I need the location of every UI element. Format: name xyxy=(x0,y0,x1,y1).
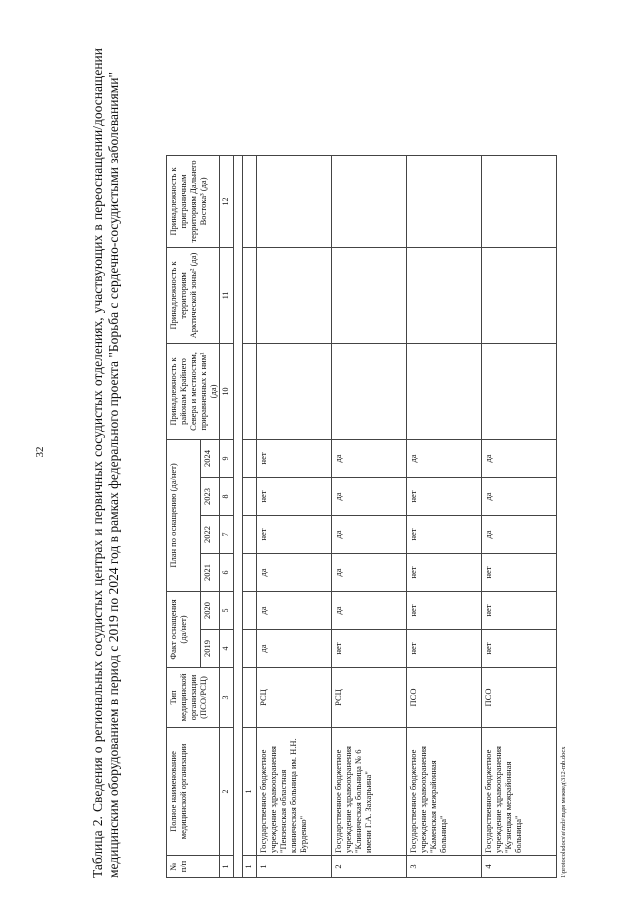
year-value: нет xyxy=(482,591,557,629)
table-row xyxy=(482,155,557,877)
data-table xyxy=(166,155,557,878)
year-value: да xyxy=(482,477,557,515)
organization-name: Государственное бюджетное учреждение здравоохранения "Кузнецкая межрайонная больница" xyxy=(482,728,557,856)
year-value: да xyxy=(482,515,557,553)
arctic-value xyxy=(332,247,407,343)
year-value: да xyxy=(332,477,407,515)
column-number: 9 xyxy=(220,439,234,477)
year-value: нет xyxy=(332,630,407,668)
header-north: Принадлежность к районам Крайнего Севера и местностям, приравненных к ним¹ (да) xyxy=(167,343,220,439)
footer-note: 1\protocolsdocs\в\mdз\mдм межвед\312-mb.docx xyxy=(560,746,567,878)
column-number: 11 xyxy=(220,247,234,343)
year-value: да xyxy=(332,553,407,591)
border-value xyxy=(257,155,332,247)
header-arctic: Принадлежность к территориям Арктической зоны² (да) xyxy=(167,247,220,343)
header-year: 2022 xyxy=(200,515,219,553)
year-value: да xyxy=(332,515,407,553)
organization-type: ПСО xyxy=(407,668,482,728)
organization-type: ПСО xyxy=(482,668,557,728)
organization-type: РСЦ xyxy=(257,668,332,728)
header-row xyxy=(167,155,201,877)
column-number: 8 xyxy=(220,477,234,515)
column-number: 2 xyxy=(220,728,234,856)
column-number: 1 xyxy=(220,856,234,878)
header-year: 2021 xyxy=(200,553,219,591)
border-value xyxy=(332,155,407,247)
table-row xyxy=(407,155,482,877)
organization-name: Государственное бюджетное учреждение здравоохранения "Каменская межрайонная больница" xyxy=(407,728,482,856)
row-number: 1 xyxy=(257,856,332,878)
year-value: нет xyxy=(257,477,332,515)
table-caption: Таблица 2. Сведения о региональных сосудистых центрах и первичных сосудистых отделениях, участвующих в переоснащении/дооснащении медицинским оборудованием в период с 2019 по 2024 год в рамках федерального проекта "Борьба с сердечно-сосудистыми заболеваниями" xyxy=(90,48,122,878)
table-row xyxy=(332,155,407,877)
organization-name: Государственное бюджетное учреждение здравоохранения "Пензенская областная клиническая больница им. Н.Н. Бурденко" xyxy=(257,728,332,856)
arctic-value xyxy=(257,247,332,343)
header-num: № п/п xyxy=(167,856,220,878)
column-number: 12 xyxy=(220,155,234,247)
header-year: 2024 xyxy=(200,439,219,477)
gap-row xyxy=(234,155,243,877)
year-value: нет xyxy=(407,553,482,591)
header-year: 2020 xyxy=(200,591,219,629)
year-value: да xyxy=(257,591,332,629)
year-value: да xyxy=(332,591,407,629)
year-value: нет xyxy=(407,515,482,553)
header-fact: Факт оснащения (да/нет) xyxy=(167,591,201,667)
arctic-value xyxy=(407,247,482,343)
year-value: да xyxy=(257,553,332,591)
column-number: 1 xyxy=(243,856,257,878)
north-value xyxy=(257,343,332,439)
column-number-row xyxy=(220,155,234,877)
rotated-content xyxy=(90,48,610,878)
arctic-value xyxy=(482,247,557,343)
header-year: 2019 xyxy=(200,630,219,668)
column-number: 7 xyxy=(220,515,234,553)
year-value: нет xyxy=(257,439,332,477)
column-number-row-repeat xyxy=(243,155,257,877)
column-number: 1 xyxy=(243,728,257,856)
column-number: 5 xyxy=(220,591,234,629)
header-border: Принадлежность к приграничным территориям Дальнего Востока³ (да) xyxy=(167,155,220,247)
border-value xyxy=(407,155,482,247)
organization-name: Государственное бюджетное учреждение здравоохранения "Клиническая больница № 6 имени Г.А. Захарьина" xyxy=(332,728,407,856)
row-number: 4 xyxy=(482,856,557,878)
header-type: Тип медицинской организации (ПСО/РСЦ) xyxy=(167,668,220,728)
header-name: Полное наименование медицинской организации xyxy=(167,728,220,856)
year-value: нет xyxy=(407,591,482,629)
column-number: 6 xyxy=(220,553,234,591)
header-year: 2023 xyxy=(200,477,219,515)
year-value: да xyxy=(332,439,407,477)
page-number: 32 xyxy=(34,446,46,458)
row-number: 2 xyxy=(332,856,407,878)
column-number: 10 xyxy=(220,343,234,439)
year-value: да xyxy=(407,439,482,477)
year-value: нет xyxy=(407,630,482,668)
north-value xyxy=(407,343,482,439)
border-value xyxy=(482,155,557,247)
year-value: да xyxy=(482,439,557,477)
header-plan: План по оснащению (да/нет) xyxy=(167,439,201,591)
organization-type: РСЦ xyxy=(332,668,407,728)
year-value: нет xyxy=(257,515,332,553)
row-number: 3 xyxy=(407,856,482,878)
north-value xyxy=(332,343,407,439)
year-value: нет xyxy=(482,553,557,591)
year-value: да xyxy=(257,630,332,668)
north-value xyxy=(482,343,557,439)
table-row xyxy=(257,155,332,877)
column-number: 4 xyxy=(220,630,234,668)
column-number: 3 xyxy=(220,668,234,728)
year-value: нет xyxy=(482,630,557,668)
year-value: нет xyxy=(407,477,482,515)
